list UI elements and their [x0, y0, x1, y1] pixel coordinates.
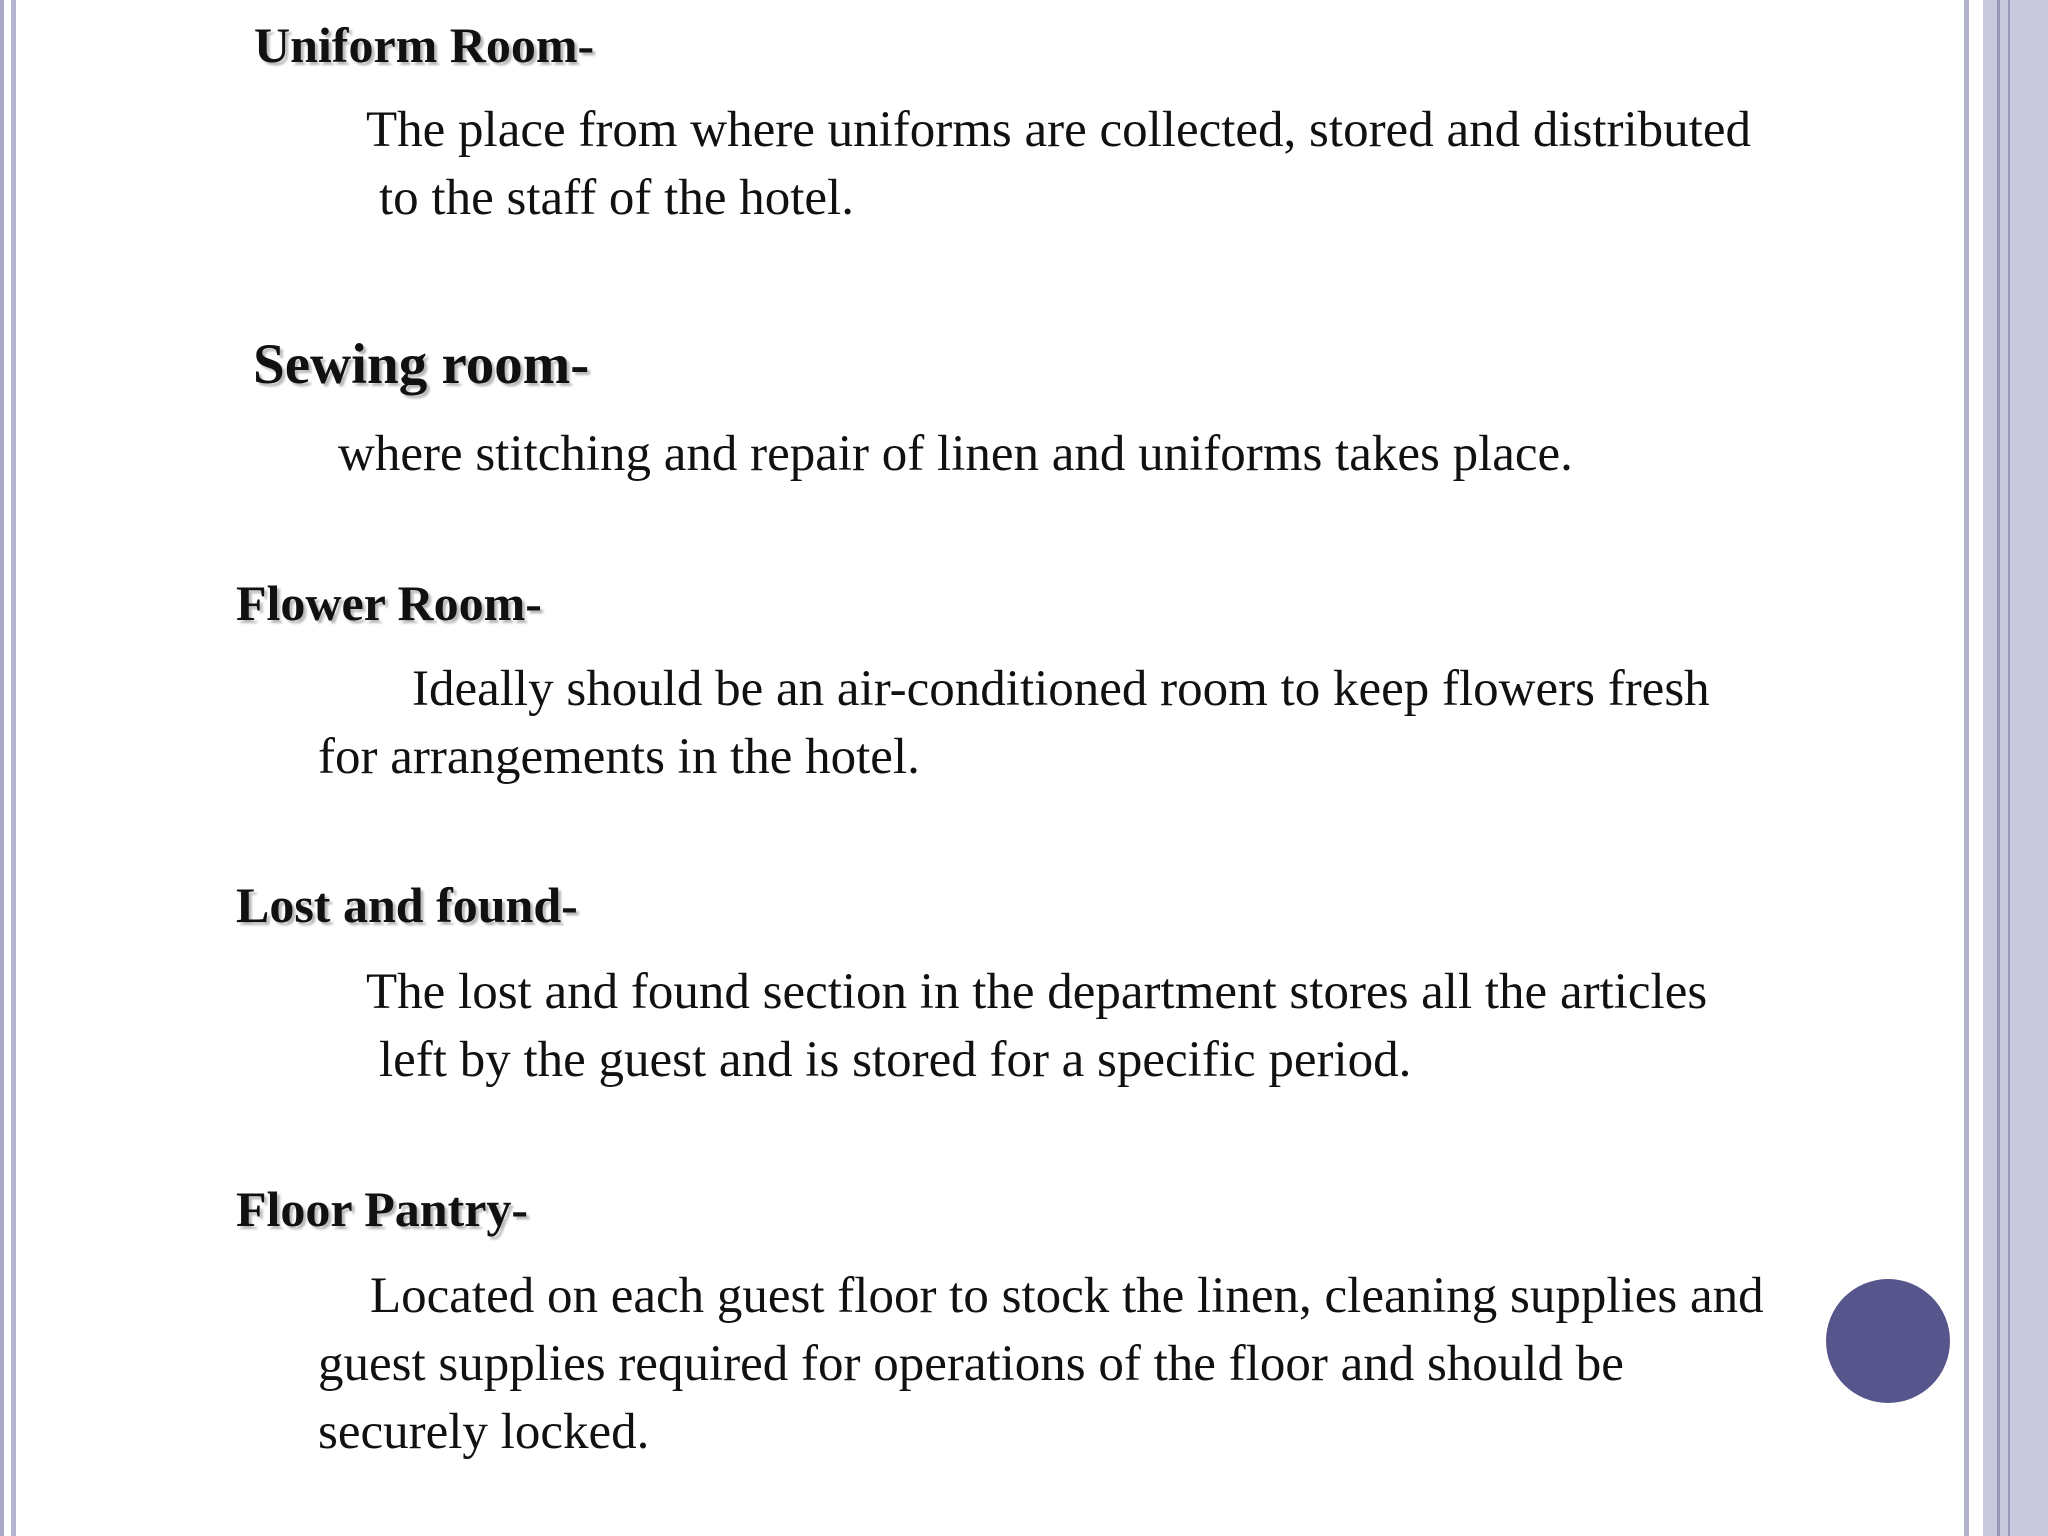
paragraph-uniform-room: [366, 96, 1751, 232]
paragraph-line: guest supplies required for operations of the floor and should be: [318, 1336, 1624, 1392]
paragraph-lost-and-found: [366, 958, 1707, 1094]
paragraph-flower-room: [318, 655, 1710, 791]
paragraph-sewing-room: [338, 420, 1573, 488]
left-frame-decoration: [0, 0, 22, 1536]
paragraph-line: The place from where uniforms are collected, stored and distributed: [366, 102, 1751, 158]
paragraph-line: where stitching and repair of linen and uniforms takes place.: [338, 426, 1573, 482]
paragraph-floor-pantry: [318, 1262, 1764, 1466]
decorative-circle: [1826, 1279, 1950, 1403]
heading-flower-room: Flower Room-: [236, 575, 542, 631]
heading-sewing-room: Sewing room-: [253, 333, 590, 396]
right-frame-decoration: [1964, 0, 2048, 1536]
paragraph-line: for arrangements in the hotel.: [318, 729, 920, 785]
heading-lost-and-found: Lost and found-: [236, 877, 578, 933]
heading-uniform-room: Uniform Room-: [254, 17, 595, 73]
paragraph-line: securely locked.: [318, 1404, 650, 1460]
paragraph-line: Ideally should be an air-conditioned room to keep flowers fresh: [412, 661, 1710, 717]
paragraph-line: left by the guest and is stored for a specific period.: [379, 1032, 1412, 1088]
paragraph-line: to the staff of the hotel.: [379, 170, 854, 226]
paragraph-line: Located on each guest floor to stock the linen, cleaning supplies and: [370, 1268, 1764, 1324]
paragraph-line: The lost and found section in the department stores all the articles: [366, 964, 1708, 1020]
heading-floor-pantry: Floor Pantry-: [236, 1181, 529, 1237]
